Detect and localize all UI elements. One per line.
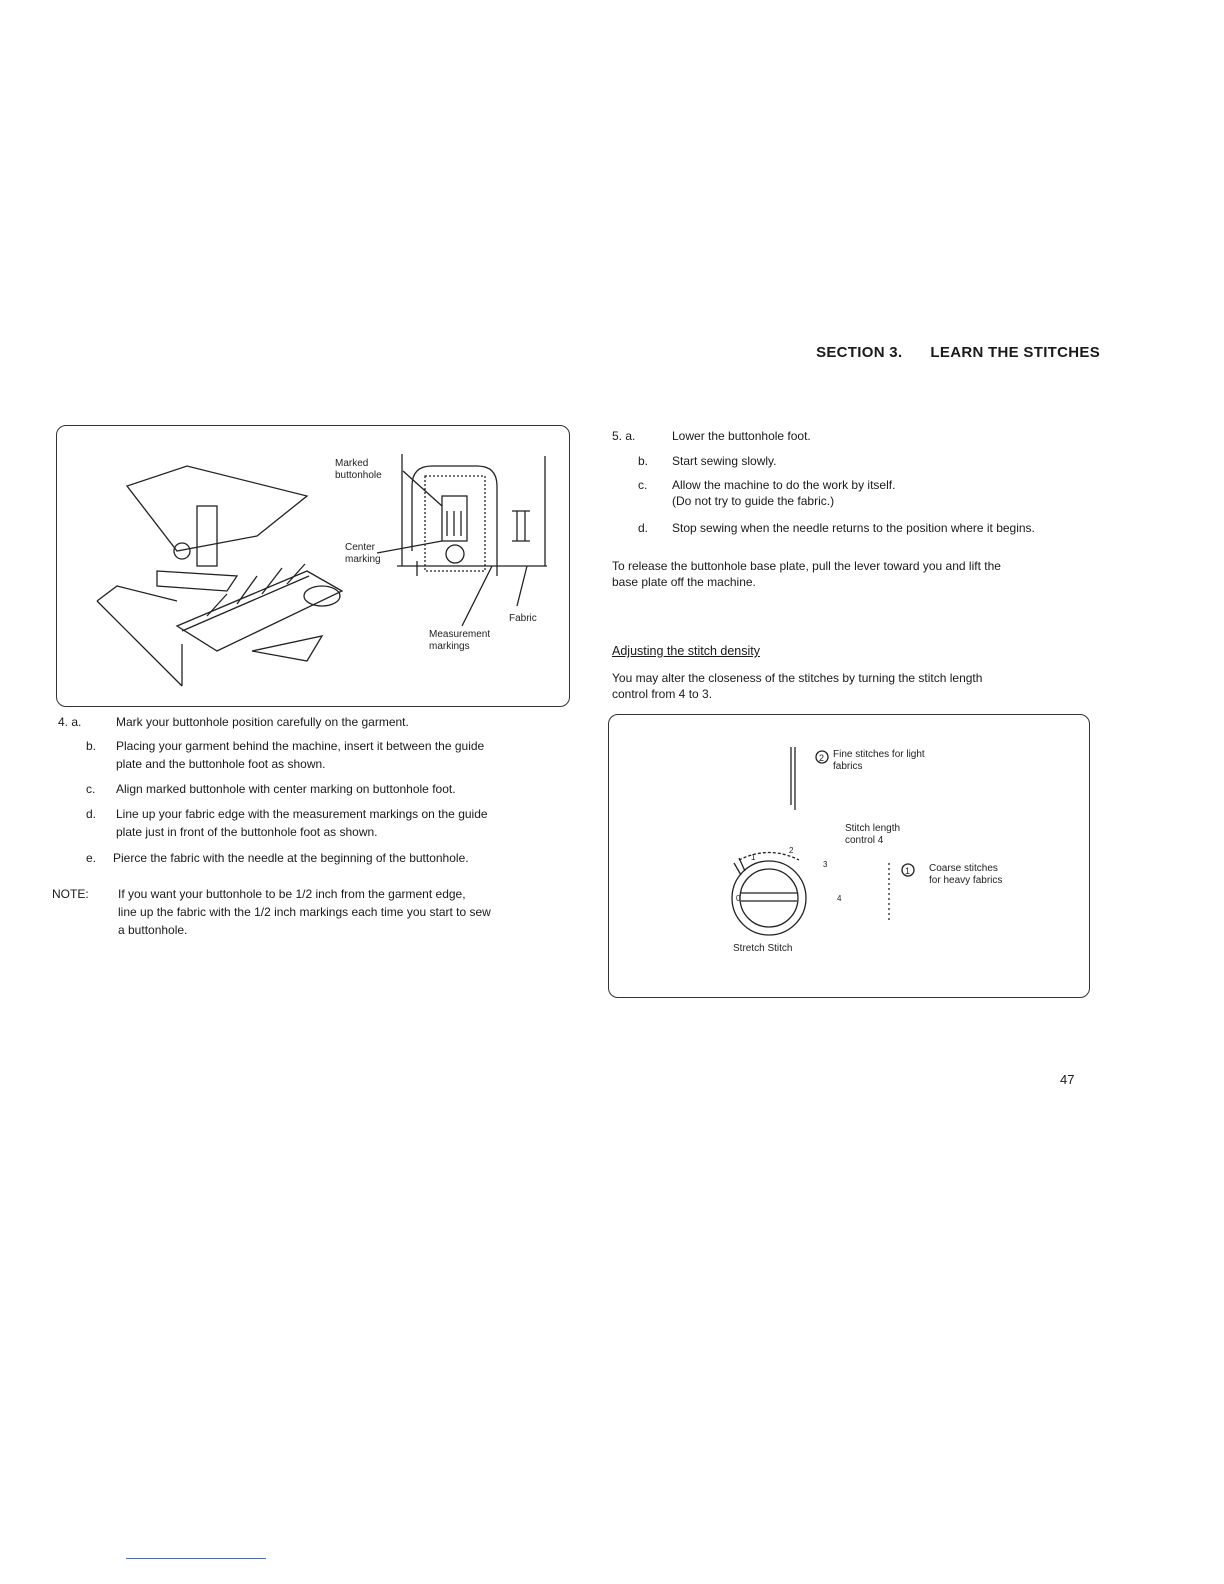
fine-stitches-label: Fine stitches for light	[833, 749, 925, 760]
coarse-stitches-label: Coarse stitches	[929, 863, 998, 874]
control-label: control 4	[845, 835, 884, 846]
density-paragraph	[612, 670, 1092, 702]
label-center: Center	[345, 542, 376, 553]
density-heading: Adjusting the stitch density	[612, 644, 760, 658]
label-markings: markings	[429, 641, 470, 652]
section-title: LEARN THE STITCHES	[930, 344, 1100, 361]
dial-mark-3: 3	[823, 860, 828, 869]
dial-mark-4: 4	[837, 894, 842, 903]
step-letter: b.	[638, 454, 649, 468]
stitch-length-label: Stitch length	[845, 823, 901, 834]
step-letter: 4. a.	[58, 715, 82, 729]
note-line-1: If you want your buttonhole to be 1/2 inch from the garment edge,	[118, 887, 466, 901]
step-text: Stop sewing when the needle returns to the position where it begins.	[672, 521, 1035, 535]
step-letter: c.	[86, 782, 96, 796]
step-text: Allow the machine to do the work by itself.	[672, 478, 896, 492]
density-line-1: You may alter the closeness of the stitches by turning the stitch length	[612, 671, 983, 685]
fine-fabrics-label: fabrics	[833, 761, 863, 772]
step-text: Lower the buttonhole foot.	[672, 429, 811, 443]
stitch-length-figure	[608, 714, 1090, 998]
section-header	[760, 344, 1100, 361]
label-marked: Marked	[335, 458, 369, 469]
buttonhole-figure	[56, 425, 570, 707]
dial-mark-2: 2	[789, 846, 794, 855]
section-number: SECTION 3.	[816, 344, 903, 361]
step-letter: 5. a.	[612, 429, 636, 443]
label-measurement: Measurement	[429, 629, 491, 640]
note-label: NOTE:	[52, 887, 89, 901]
stretch-stitch-label: Stretch Stitch	[733, 943, 793, 954]
coarse-number: 1	[905, 866, 911, 876]
step-letter: b.	[86, 739, 97, 753]
label-marking: marking	[345, 554, 381, 565]
step-text-2: (Do not try to guide the fabric.)	[672, 494, 835, 508]
step-text-2: plate and the buttonhole foot as shown.	[116, 757, 326, 771]
fine-number: 2	[819, 753, 825, 763]
buttonhole-illustration	[57, 426, 569, 706]
release-line-2: base plate off the machine.	[612, 575, 756, 589]
coarse-fabrics-label: for heavy fabrics	[929, 875, 1003, 886]
step-letter: c.	[638, 478, 648, 492]
note-line-2: line up the fabric with the 1/2 inch markings each time you start to sew	[118, 905, 491, 919]
note-line-3: a buttonhole.	[118, 923, 188, 937]
page-number: 47	[1060, 1072, 1075, 1087]
step-text-2: plate just in front of the buttonhole foot as shown.	[116, 825, 378, 839]
density-line-2: control from 4 to 3.	[612, 687, 713, 701]
step-text: Placing your garment behind the machine, insert it between the guide	[116, 739, 485, 753]
step-text: Align marked buttonhole with center marking on buttonhole foot.	[116, 782, 456, 796]
step-letter: d.	[638, 521, 649, 535]
release-line-1: To release the buttonhole base plate, pull the lever toward you and lift the	[612, 559, 1001, 573]
dial-mark-1: 1	[751, 853, 756, 862]
dial-mark-0: 0	[736, 894, 741, 903]
footer-divider	[126, 1558, 266, 1559]
step-letter: e.	[86, 851, 97, 865]
label-buttonhole: buttonhole	[335, 470, 382, 481]
label-fabric: Fabric	[509, 613, 537, 624]
step-text: Pierce the fabric with the needle at the beginning of the buttonhole.	[113, 851, 469, 865]
release-paragraph	[612, 558, 1092, 590]
step-text: Line up your fabric edge with the measurement markings on the guide	[116, 807, 488, 821]
step-text: Start sewing slowly.	[672, 454, 777, 468]
step-text: Mark your buttonhole position carefully on the garment.	[116, 715, 409, 729]
step-letter: d.	[86, 807, 97, 821]
